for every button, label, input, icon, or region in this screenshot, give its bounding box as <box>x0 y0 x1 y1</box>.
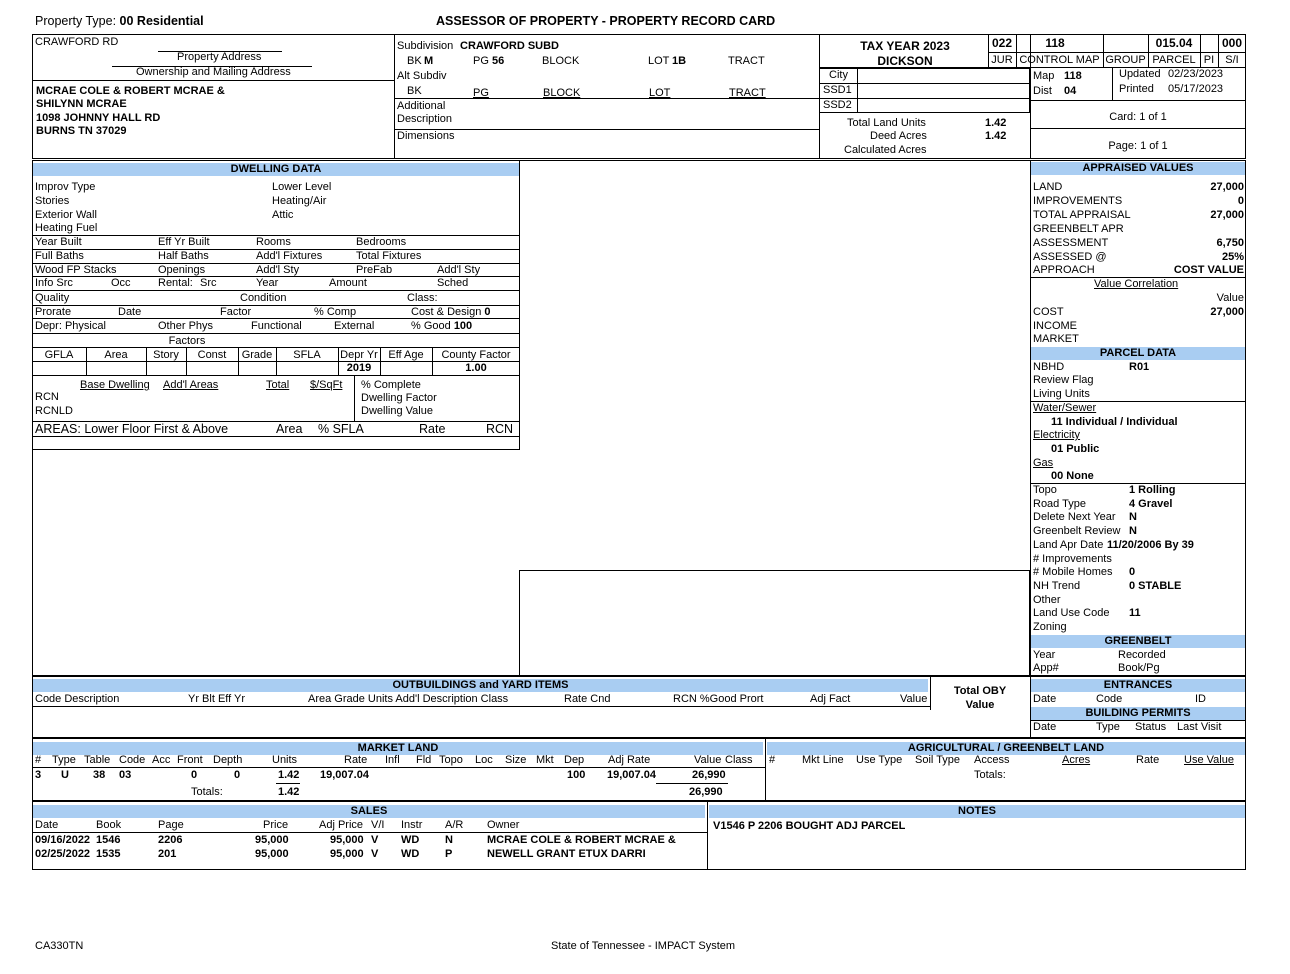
ml-h-depth: Depth <box>213 754 243 766</box>
ml-row-type: U <box>61 769 69 781</box>
factor-label: Factor <box>220 306 252 318</box>
ob-header-rcn: RCN %Good Prort <box>673 693 764 705</box>
water-sewer-label: Water/Sewer <box>1033 402 1097 414</box>
depr-yr-value: 2019 <box>346 362 372 374</box>
ml-row-front: 0 <box>191 769 198 781</box>
improvements-value: 0 <box>1237 195 1244 207</box>
greenbelt-bookpg-label: Book/Pg <box>1118 662 1160 674</box>
ssd2-label: SSD2 <box>823 99 852 111</box>
greenbelt-review-label: Greenbelt Review <box>1033 525 1121 537</box>
building-permits-title: BUILDING PERMITS <box>1031 707 1245 720</box>
system-name: State of Tennessee - IMPACT System <box>551 940 736 952</box>
printed-label: Printed <box>1119 83 1154 95</box>
tract2-label: TRACT <box>729 87 766 99</box>
permits-lastvisit-header: Last Visit <box>1177 721 1222 733</box>
topo-value: 1 Rolling <box>1129 484 1176 496</box>
market-land-title: MARKET LAND <box>33 742 763 755</box>
ml-h-adjrate: Adj Rate <box>608 754 651 766</box>
amount-label: Amount <box>329 277 367 289</box>
sale-1-price: 95,000 <box>255 834 289 846</box>
pct-complete-label: % Complete <box>361 379 421 391</box>
grade-header: Grade <box>241 349 273 361</box>
tract-label: TRACT <box>728 55 765 67</box>
cost-label: COST <box>1033 306 1064 318</box>
sale-2-adjprice: 95,000 <box>330 848 364 860</box>
city-label: City <box>829 69 848 81</box>
dwelling-data-title: DWELLING DATA <box>33 163 519 176</box>
improvements-count-label: # Improvements <box>1033 553 1112 565</box>
half-baths-label: Half Baths <box>158 250 209 262</box>
total-land-units: 1.42 <box>985 117 1007 129</box>
areas-rcn-header: RCN <box>486 422 514 436</box>
ml-h-topo: Topo <box>439 754 463 766</box>
exterior-wall-label: Exterior Wall <box>35 209 97 221</box>
ag-totals-label: Totals: <box>974 769 1006 781</box>
wood-fp-label: Wood FP Stacks <box>35 264 117 276</box>
sale-1-vi: V <box>371 834 379 846</box>
ml-h-dep: Dep <box>564 754 585 766</box>
dwelling-factor-label: Dwelling Factor <box>361 392 437 404</box>
zoning-label: Zoning <box>1033 621 1067 633</box>
notes-title: NOTES <box>709 805 1245 818</box>
ml-totals-units: 1.42 <box>278 786 300 798</box>
ml-totals-value: 26,990 <box>689 786 723 798</box>
pi-header: PI <box>1203 54 1215 66</box>
quality-label: Quality <box>35 292 70 304</box>
ag-h-usetype: Use Type <box>856 754 903 766</box>
sales-h-adjprice: Adj Price <box>319 819 364 831</box>
nh-trend-value: 0 STABLE <box>1129 580 1182 592</box>
eff-age-header: Eff Age <box>388 349 424 361</box>
land-value: 27,000 <box>1210 181 1244 193</box>
factors-label: Factors <box>168 335 206 347</box>
gas-value: 00 None <box>1051 470 1094 482</box>
class-label: Class: <box>407 292 438 304</box>
control-map-value: 118 <box>1045 36 1065 50</box>
land-use-code-label: Land Use Code <box>1033 607 1110 619</box>
ml-row-rate: 19,007.04 <box>320 769 369 781</box>
owner-line-3: 1098 JOHNNY HALL RD <box>36 112 161 124</box>
ml-h-loc: Loc <box>475 754 493 766</box>
pg-label: PG <box>473 55 489 67</box>
greenbelt-year-label: Year <box>1033 649 1056 661</box>
value-column-label: Value <box>1216 292 1244 304</box>
ml-row-dep: 100 <box>567 769 586 781</box>
notes-text: V1546 P 2206 BOUGHT ADJ PARCEL <box>713 820 906 832</box>
condition-label: Condition <box>240 292 287 304</box>
block-label: BLOCK <box>542 55 580 67</box>
approach-value: COST VALUE <box>1173 264 1244 276</box>
sale-1-owner: MCRAE COLE & ROBERT MCRAE & <box>487 834 676 846</box>
area-header: Area <box>104 349 128 361</box>
parcel-data-title: PARCEL DATA <box>1031 347 1245 360</box>
sales-h-date: Date <box>35 819 59 831</box>
ob-header-adjfact: Adj Fact <box>810 693 851 705</box>
ag-land-title: AGRICULTURAL / GREENBELT LAND <box>767 742 1245 755</box>
sales-h-ar: A/R <box>445 819 464 831</box>
electricity-label: Electricity <box>1033 429 1081 441</box>
functional-label: Functional <box>251 320 302 332</box>
prefab-label: PreFab <box>356 264 393 276</box>
ml-h-value: Value <box>694 754 722 766</box>
sketch-box <box>519 570 1030 676</box>
ag-h-access: Access <box>974 754 1010 766</box>
dist-label: Dist <box>1033 85 1052 97</box>
map-label: Map <box>1033 70 1055 82</box>
sfla-header: SFLA <box>293 349 321 361</box>
entrances-date-header: Date <box>1033 693 1057 705</box>
ag-h-num: # <box>769 754 776 766</box>
improv-type-label: Improv Type <box>35 181 96 193</box>
bedrooms-label: Bedrooms <box>356 236 407 248</box>
ml-h-code: Code <box>119 754 146 766</box>
ml-h-infl: Infl <box>385 754 400 766</box>
entrances-id-header: ID <box>1195 693 1206 705</box>
gas-label: Gas <box>1033 457 1054 469</box>
nbhd-label: NBHD <box>1033 361 1065 373</box>
control-map-header: CONTROL MAP <box>1019 54 1100 66</box>
areas-area-header: Area <box>276 422 303 436</box>
owner-line-4: BURNS TN 37029 <box>36 125 127 137</box>
total-oby-value-label: Value <box>965 699 995 711</box>
subdivision-label: Subdivision <box>397 40 454 52</box>
total-appraisal-value: 27,000 <box>1210 209 1244 221</box>
areas-rate-header: Rate <box>419 422 446 436</box>
assessment-value: 6,750 <box>1216 237 1244 249</box>
water-sewer-value: 11 Individual / Individual <box>1051 416 1178 428</box>
improvements-label: IMPROVEMENTS <box>1033 195 1123 207</box>
year-built-label: Year Built <box>35 236 82 248</box>
sale-2-page: 201 <box>158 848 177 860</box>
sale-1-ar: N <box>445 834 453 846</box>
ml-row-adjrate: 19,007.04 <box>607 769 656 781</box>
bk2-label: BK <box>407 85 422 97</box>
land-label: LAND <box>1033 181 1063 193</box>
parcel-value: 015.04 <box>1155 36 1193 50</box>
rcn-label: RCN <box>35 391 59 403</box>
greenbelt-app-label: App# <box>1033 662 1059 674</box>
ag-h-mktline: Mkt Line <box>802 754 844 766</box>
ml-row-table: 38 <box>93 769 106 781</box>
road-type-label: Road Type <box>1033 498 1087 510</box>
ml-row-code: 03 <box>119 769 132 781</box>
depr-physical-label: Depr: Physical <box>35 320 106 332</box>
tax-year: TAX YEAR 2023 <box>860 39 950 53</box>
land-apr-date-value: 11/20/2006 By 39 <box>1107 539 1194 551</box>
lower-level-label: Lower Level <box>272 181 332 193</box>
addl-fixtures-label: Add'l Fixtures <box>256 250 323 262</box>
pg-value: 56 <box>492 55 505 67</box>
sales-h-book: Book <box>96 819 122 831</box>
mobile-homes-value: 0 <box>1129 566 1136 578</box>
total-oby-label: Total OBY <box>953 685 1007 697</box>
src-label: Src <box>200 277 217 289</box>
ml-h-units: Units <box>272 754 298 766</box>
year-label: Year <box>256 277 279 289</box>
electricity-value: 01 Public <box>1051 443 1100 455</box>
sale-2-vi: V <box>371 848 379 860</box>
updated-label: Updated <box>1119 68 1161 80</box>
total-fixtures-label: Total Fixtures <box>356 250 422 262</box>
road-type-value: 4 Gravel <box>1129 498 1173 510</box>
ob-header-rate: Rate Cnd <box>564 693 611 705</box>
county-factor-header: County Factor <box>441 349 511 361</box>
living-units-label: Living Units <box>1033 388 1090 400</box>
ob-header-value: Value <box>900 693 928 705</box>
stories-label: Stories <box>35 195 70 207</box>
const-header: Const <box>197 349 227 361</box>
cost-design-value: 0 <box>484 306 491 318</box>
ag-h-soiltype: Soil Type <box>915 754 961 766</box>
owner-line-2: SHILYNN MCRAE <box>36 98 127 110</box>
land-apr-date-label: Land Apr Date <box>1033 539 1104 551</box>
sales-title: SALES <box>33 805 705 818</box>
prorate-label: Prorate <box>35 306 72 318</box>
card-count: Card: 1 of 1 <box>1109 111 1167 123</box>
county-factor-value: 1.00 <box>465 362 487 374</box>
ml-row-units: 1.42 <box>278 769 300 781</box>
description-label: Description <box>397 113 453 125</box>
sale-2-date: 02/25/2022 <box>35 848 91 860</box>
sched-label: Sched <box>437 277 469 289</box>
base-dwelling-label: Base Dwelling <box>80 379 150 391</box>
page-title: ASSESSOR OF PROPERTY - PROPERTY RECORD CARD <box>436 14 776 28</box>
ml-row-num: 3 <box>35 769 42 781</box>
bk-value: M <box>424 55 434 67</box>
addl-sty2-label: Add'l Sty <box>437 264 481 276</box>
rooms-label: Rooms <box>256 236 291 248</box>
sale-1-page: 2206 <box>158 834 183 846</box>
sale-2-book: 1535 <box>96 848 121 860</box>
depr-yr-header: Depr Yr <box>340 349 378 361</box>
land-use-code-value: 11 <box>1129 607 1141 619</box>
nbhd-value: R01 <box>1129 361 1150 373</box>
ml-h-type: Type <box>52 754 76 766</box>
total-label: Total <box>266 379 290 391</box>
pg2-label: PG <box>473 87 489 99</box>
full-baths-label: Full Baths <box>35 250 84 262</box>
street-address: CRAWFORD RD <box>35 36 119 48</box>
si-value: 000 <box>1221 36 1243 50</box>
gfla-header: GFLA <box>44 349 74 361</box>
ob-header-area: Area Grade Units Add'l Description Class <box>308 693 509 705</box>
sale-1-adjprice: 95,000 <box>330 834 364 846</box>
printed-value: 05/17/2023 <box>1168 83 1224 95</box>
areas-sfla-header: % SFLA <box>318 422 364 436</box>
sales-h-instr: Instr <box>401 819 423 831</box>
alt-subdiv-label: Alt Subdiv <box>397 70 447 82</box>
ml-h-mkt: Mkt <box>536 754 554 766</box>
updated-value: 02/23/2023 <box>1168 68 1224 80</box>
mobile-homes-label: # Mobile Homes <box>1033 566 1113 578</box>
nh-trend-label: NH Trend <box>1033 580 1081 592</box>
assessment-label: ASSESSMENT <box>1033 237 1109 249</box>
sales-h-price: Price <box>263 819 289 831</box>
ml-row-depth: 0 <box>234 769 241 781</box>
cost-value: 27,000 <box>1210 306 1244 318</box>
block2-label: BLOCK <box>543 87 581 99</box>
addl-sty-label: Add'l Sty <box>256 264 300 276</box>
ssd1-label: SSD1 <box>823 84 852 96</box>
pct-good-value: 100 <box>453 320 473 332</box>
attic-label: Attic <box>272 209 294 221</box>
other-phys-label: Other Phys <box>158 320 214 332</box>
si-header: S/I <box>1225 54 1239 66</box>
eff-yr-built-label: Eff Yr Built <box>158 236 210 248</box>
ml-row-value: 26,990 <box>692 769 726 781</box>
greenbelt-recorded-label: Recorded <box>1118 649 1166 661</box>
topo-label: Topo <box>1033 484 1057 496</box>
outbuildings-title: OUTBUILDINGS and YARD ITEMS <box>33 679 928 692</box>
story-header: Story <box>153 349 179 361</box>
assessed-at-value: 25% <box>1221 251 1244 263</box>
lot-label: LOT <box>648 55 670 67</box>
ml-h-size: Size <box>505 754 527 766</box>
jur-value: 022 <box>991 36 1013 50</box>
assessed-at-label: ASSESSED @ <box>1033 251 1107 263</box>
greenbelt-apr-label: GREENBELT APR <box>1033 223 1124 235</box>
property-type-value: 00 Residential <box>119 14 204 28</box>
sale-1-instr: WD <box>401 834 420 846</box>
delete-next-year-value: N <box>1129 511 1137 523</box>
sales-h-vi: V/I <box>371 819 385 831</box>
heating-air-label: Heating/Air <box>272 195 327 207</box>
areas-header: AREAS: Lower Floor First & Above <box>35 422 229 436</box>
openings-label: Openings <box>158 264 206 276</box>
ag-h-acres: Acres <box>1062 754 1091 766</box>
sqft-label: $/SqFt <box>310 379 343 391</box>
greenbelt-review-value: N <box>1129 525 1137 537</box>
sale-1-date: 09/16/2022 <box>35 834 91 846</box>
addl-areas-label: Add'l Areas <box>163 379 219 391</box>
ownership-label: Ownership and Mailing Address <box>136 66 291 78</box>
lot-value: 1B <box>672 55 687 67</box>
dist-value: 04 <box>1064 85 1077 97</box>
pct-comp-label: % Comp <box>314 306 357 318</box>
ml-totals-label: Totals: <box>191 786 223 798</box>
sale-2-ar: P <box>445 848 453 860</box>
appraised-values-title: APPRAISED VALUES <box>1031 162 1245 175</box>
owner-line-1: MCRAE COLE & ROBERT MCRAE & <box>36 85 225 97</box>
deed-acres: 1.42 <box>985 130 1007 142</box>
county-name: DICKSON <box>877 54 933 68</box>
pct-good-label: % Good <box>411 320 451 332</box>
sale-2-owner: NEWELL GRANT ETUX DARRI <box>487 848 646 860</box>
additional-label: Additional <box>397 100 446 112</box>
calculated-acres-label: Calculated Acres <box>844 144 927 156</box>
form-code: CA330TN <box>35 940 84 952</box>
ml-h-num: # <box>35 754 42 766</box>
cost-design-label: Cost & Design <box>411 306 482 318</box>
info-src-label: Info Src <box>35 277 73 289</box>
group-header: GROUP <box>1105 54 1146 66</box>
sales-h-owner: Owner <box>487 819 520 831</box>
sales-h-page: Page <box>158 819 184 831</box>
ml-h-acc: Acc <box>152 754 171 766</box>
property-address-label: Property Address <box>177 51 262 63</box>
delete-next-year-label: Delete Next Year <box>1033 511 1116 523</box>
parcel-header: PARCEL <box>1152 54 1196 66</box>
review-flag-label: Review Flag <box>1033 374 1094 386</box>
permits-date-header: Date <box>1033 721 1057 733</box>
income-label: INCOME <box>1033 320 1077 332</box>
pct-good <box>411 321 472 332</box>
entrances-code-header: Code <box>1096 693 1123 705</box>
date-label: Date <box>118 306 142 318</box>
subdivision-value: CRAWFORD SUBD <box>460 40 559 52</box>
entrances-title: ENTRANCES <box>1031 679 1245 692</box>
ml-h-class: Class <box>725 754 753 766</box>
total-land-units-label: Total Land Units <box>847 117 926 129</box>
page-count: Page: 1 of 1 <box>1108 140 1168 152</box>
value-correlation-label: Value Correlation <box>1094 278 1179 290</box>
cost-design <box>411 307 491 318</box>
ob-header-code: Code Description <box>35 693 120 705</box>
dwelling-value-label: Dwelling Value <box>361 405 433 417</box>
ml-h-fld: Fld <box>416 754 432 766</box>
ml-h-front: Front <box>177 754 203 766</box>
dimensions-label: Dimensions <box>397 130 455 142</box>
ag-h-rate: Rate <box>1136 754 1160 766</box>
rental-label: Rental: <box>158 277 193 289</box>
lot2-label: LOT <box>649 87 671 99</box>
total-appraisal-label: TOTAL APPRAISAL <box>1033 209 1131 221</box>
ml-h-table: Table <box>84 754 111 766</box>
bk-label: BK <box>407 55 422 67</box>
property-type-label: Property Type: <box>35 14 117 28</box>
sale-2-instr: WD <box>401 848 420 860</box>
other-label: Other <box>1033 594 1061 606</box>
greenbelt-title: GREENBELT <box>1031 635 1245 648</box>
ml-h-rate: Rate <box>344 754 368 766</box>
permits-type-header: Type <box>1096 721 1120 733</box>
map-value: 118 <box>1064 70 1082 82</box>
occ-label: Occ <box>111 277 131 289</box>
sale-2-price: 95,000 <box>255 848 289 860</box>
approach-label: APPROACH <box>1033 264 1095 276</box>
deed-acres-label: Deed Acres <box>870 130 927 142</box>
ag-h-usevalue: Use Value <box>1184 754 1234 766</box>
heating-fuel-label: Heating Fuel <box>35 222 98 234</box>
rcnld-label: RCNLD <box>35 405 73 417</box>
permits-status-header: Status <box>1135 721 1167 733</box>
market-label: MARKET <box>1033 333 1079 345</box>
jur-header: JUR <box>991 54 1013 66</box>
sale-1-book: 1546 <box>96 834 121 846</box>
external-label: External <box>334 320 375 332</box>
ob-header-yrblt: Yr Blt Eff Yr <box>188 693 246 705</box>
property-type <box>35 15 204 28</box>
